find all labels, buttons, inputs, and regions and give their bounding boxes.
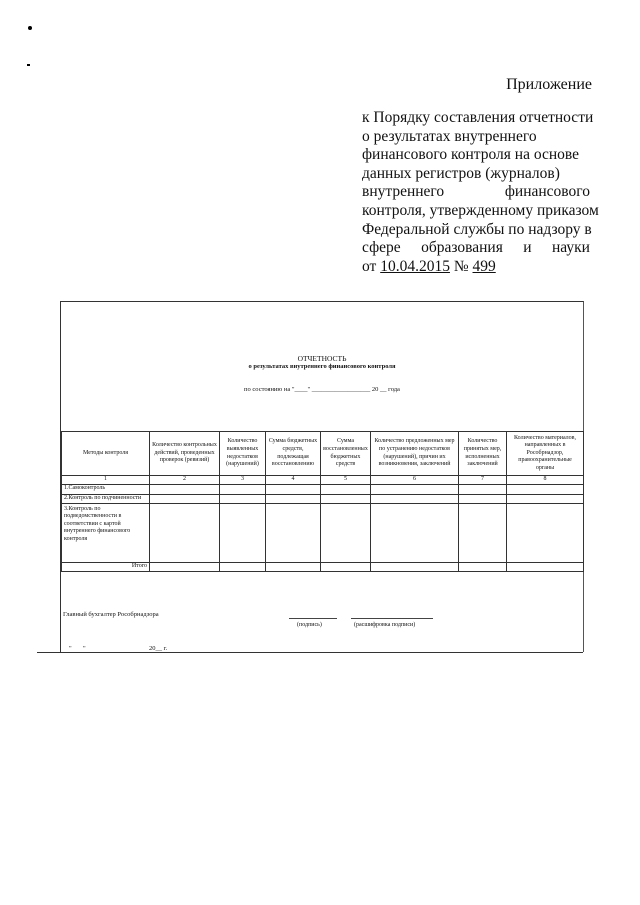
order-prefix: от [362,257,377,275]
table-cell [371,503,459,562]
column-number: 1 [62,476,150,485]
appendix-text: финансового контроля на основе [362,146,579,164]
table-cell [150,503,220,562]
appendix-line [362,183,590,202]
column-header: Количество принятых мер, исполненных заключений [459,432,507,476]
table-cell [371,484,459,494]
appendix-text: Федеральной службы по надзору в [362,220,592,238]
row-label: 3.Контроль по подведомственности в соответствии с картой внутреннего финансового контроля [62,503,150,562]
column-number: 6 [371,476,459,485]
appendix-text: контроля, утвержденному приказом [362,201,599,219]
table-header-row [62,432,584,476]
table-cell [507,503,584,562]
table-row [62,503,584,562]
form-bottom-border [37,652,583,653]
row-label: 1.Самоконтроль [62,484,150,494]
table-cell [150,484,220,494]
column-number: 2 [150,476,220,485]
appendix-text: финансового [504,183,590,201]
appendix-text: сфере [362,239,401,257]
table-cell [220,562,266,571]
column-number: 3 [220,476,266,485]
column-header: Количество выявленных недостатков (нарушений) [220,432,266,476]
scan-speck [28,26,32,30]
order-line [362,258,590,277]
appendix-line [362,165,590,184]
form-date-line: по состоянию на "____" __________________ 20 __ года [244,386,400,393]
table-cell [507,484,584,494]
table-cell [150,562,220,571]
appendix-line [362,221,590,240]
table-cell [371,562,459,571]
appendix-text: данных регистров (журналов) [362,164,560,182]
order-date: 10.04.2015 [380,257,450,275]
table-cell [266,484,321,494]
appendix-text: и [523,239,532,257]
column-header: Методы контроля [62,432,150,476]
column-number: 4 [266,476,321,485]
table-cell [220,503,266,562]
appendix-line [362,128,590,147]
column-header: Сумма бюджетных средств, подлежащая восстановлению [266,432,321,476]
appendix-text: к Порядку составления отчетности [362,109,594,126]
column-header: Количество предложенных мер по устранению недостатков (нарушений), причин их возникновения, заключений [371,432,459,476]
table-cell [507,562,584,571]
table-row [62,484,584,494]
report-form [60,301,584,652]
table-cell [459,562,507,571]
order-number: 499 [472,257,496,275]
table-cell [321,484,371,494]
table-cell [459,494,507,503]
table-cell [459,503,507,562]
appendix-line [362,109,594,128]
table-cell [321,503,371,562]
signature-line [289,618,337,619]
appendix-text: о результатах внутреннего [362,127,537,145]
appendix-line [362,239,590,258]
table-cell [220,494,266,503]
signature-date: " " 20__ г. [69,645,168,652]
appendix-text: образования [421,239,503,257]
report-table [61,431,584,572]
decode-caption: (расшифровка подписи) [354,622,416,628]
appendix-text: внутреннего [362,183,445,201]
decode-line [351,618,433,619]
column-number-row [62,476,584,485]
appendix-title: Приложение [506,76,592,93]
column-number: 7 [459,476,507,485]
column-header: Количество материалов, направленных в Рособрнадзор, правоохранительные органы [507,432,584,476]
table-cell [266,503,321,562]
table-cell [266,562,321,571]
signer-title: Главный бухгалтер Рособрнадзора [63,611,159,618]
table-cell [321,494,371,503]
appendix-text: науки [552,239,590,257]
column-number: 5 [321,476,371,485]
total-label: Итого [62,562,150,571]
row-label: 2.Контроль по подчиненности [62,494,150,503]
table-cell [371,494,459,503]
table-row [62,494,584,503]
appendix-line [362,201,599,221]
table-cell [220,484,266,494]
order-no-sign: № [453,257,469,275]
total-row [62,562,584,571]
table-cell [321,562,371,571]
table-cell [507,494,584,503]
column-header: Сумма восстановленных бюджетных средств [321,432,371,476]
table-cell [150,494,220,503]
appendix-line [362,146,590,165]
signature-caption: (подпись) [297,622,322,628]
table-cell [266,494,321,503]
column-header: Количество контрольных действий, проведенных проверок (ревизий) [150,432,220,476]
table-cell [459,484,507,494]
form-subtitle: о результатах внутреннего финансового контроля [248,363,396,370]
column-number: 8 [507,476,584,485]
appendix-body [362,109,599,276]
form-title: ОТЧЕТНОСТЬ [297,354,347,363]
scan-speck [27,64,30,66]
